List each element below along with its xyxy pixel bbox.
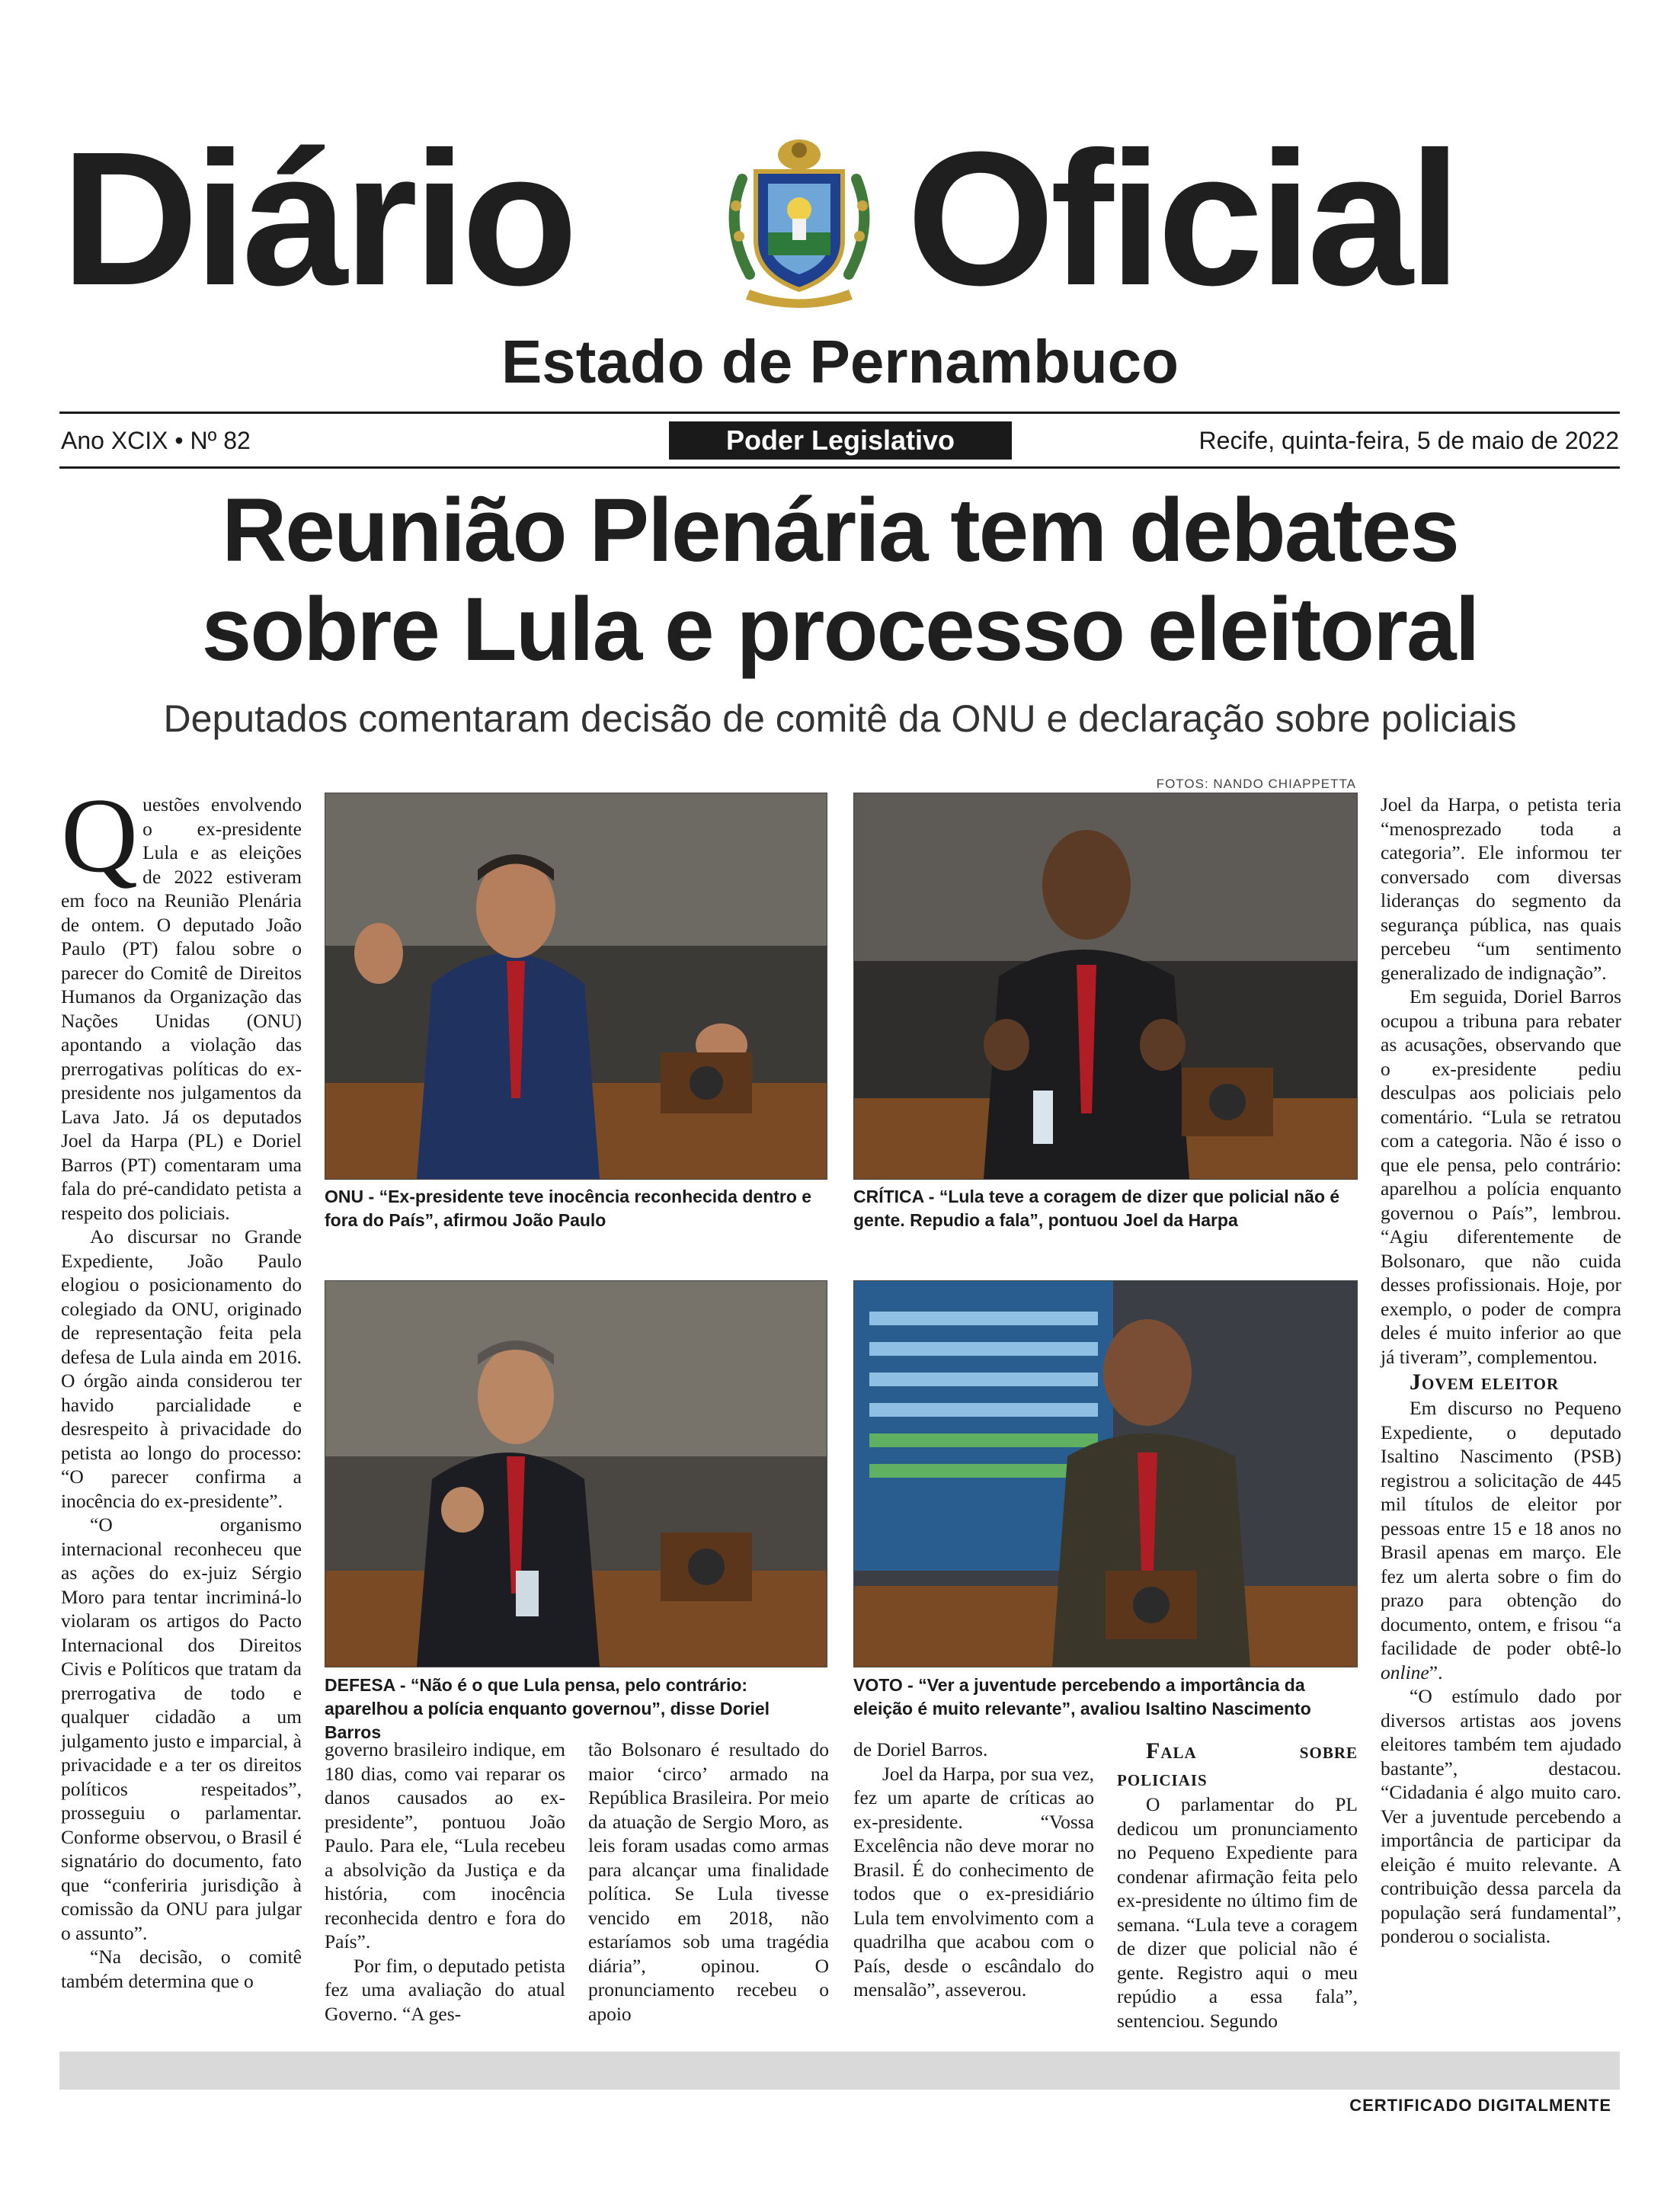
edition-number: Ano XCIX • Nº 82	[61, 427, 251, 454]
paragraph: Por fim, o deputado petista fez uma avaliação do atual Governo. “A ges-	[325, 1954, 565, 2025]
photo-joel-da-harpa	[853, 793, 1358, 1180]
caption-text: “Lula teve a coragem de dizer que policial não é gente. Repudio a fala”, pontuou Joel da Harpa	[853, 1187, 1340, 1230]
article-column-2	[325, 1738, 565, 2026]
header-rule-top	[59, 412, 1620, 414]
photo-caption-critica	[853, 1185, 1358, 1232]
caption-text: “Ex-presidente teve inocência reconhecida dentro e fora do País”, afirmou João Paulo	[325, 1187, 812, 1230]
photo-caption-defesa	[325, 1674, 827, 1744]
paragraph: de Doriel Barros.	[853, 1738, 988, 1760]
masthead-title-diario: Diário	[61, 112, 574, 325]
paragraph	[61, 777, 302, 1225]
digital-certification-label: CERTIFICADO DIGITALMENTE	[1349, 2096, 1611, 2115]
article-column-1	[61, 777, 302, 1993]
masthead-state: Estado de Pernambuco	[501, 328, 1179, 396]
paragraph: O parlamentar do PL dedicou um pronunciamento no Pequeno Expediente para condenar afirmação feita pelo ex-presidente no último fim de semana. “Lula teve a coragem de dizer que policial não é gente. Registro aqui o meu repúdio a essa fala”, sentenciou. Segundo	[1117, 1793, 1358, 2032]
masthead-title-oficial: Oficial	[907, 112, 1458, 325]
paragraph: governo brasileiro indique, em 180 dias, como vai reparar os danos causados ao ex-presidente”, pontuou João Paulo. Para ele, “Lula recebeu a absolvição da Justiça e da história, com inocência reconhecida dentro e fora do País”.	[325, 1738, 565, 1952]
caption-tag: VOTO -	[853, 1675, 919, 1695]
article-column-5	[1117, 1738, 1358, 2032]
paragraph: “O organismo internacional reconheceu que as ações do ex-juiz Sérgio Moro para tentar incriminá-lo violaram os artigos do Pacto Internacional dos Direitos Civis e Políticos que tratam da prerrogativa de todo e qualquer cidadão a um julgamento justo e imparcial, à privacidade e a ter os direitos políticos respeitados”, prosseguiu o parlamentar. Conforme observou, o Brasil é signatário do documento, fato que “conferiria jurisdição à comissão da ONU para julgar o assunto”.	[61, 1514, 302, 1944]
paragraph: Joel da Harpa, por sua vez, fez um aparte de críticas ao ex-presidente. “Vossa Excelência não deve morar no Brasil. É do conhecimento de todos que o ex-presidiário Lula tem envolvimento com a quadrilha que acabou com o País, desde o escândalo do mensalão”, asseverou.	[853, 1762, 1094, 2000]
subhead-jovem-eleitor: Jovem eleitor	[1410, 1369, 1560, 1395]
headline-line-2: sobre Lula e processo eleitoral	[201, 579, 1479, 680]
paragraph-text: uestões envolvendo o ex-presidente Lula e as eleições de 2022 estiveram em foco na Reunião Plenária de ontem. O deputado João Paulo (PT) falou sobre o parecer do Comitê de Direitos Humanos da Organização das Nações Unidas (ONU) apontando a violação das prerrogativas políticas do ex-presidente nos julgamentos da Lava Jato. Já os deputados Joel da Harpa (PL) e Doriel Barros (PT) comentaram uma fala do pré-candidato petista a respeito dos policiais.	[61, 793, 302, 1224]
paragraph-emphasis: online	[1381, 1661, 1429, 1683]
paragraph: Ao discursar no Grande Expediente, João Paulo elogiou o posicionamento do colegiado da ONU, originado de representação feita pela defesa de Lula ainda em 2016. O órgão ainda considerou ter havido parcialidade e desrespeito à privacidade do petista ao longo do processo: “O parecer confirma a inocência do ex-presidente”.	[61, 1225, 302, 1512]
photo-isaltino-nascimento	[853, 1280, 1358, 1667]
subhead-fala-sobre-policiais: Fala sobre policiais	[1117, 1738, 1358, 1791]
header-rule-bottom	[59, 466, 1620, 469]
dateline: Recife, quinta-feira, 5 de maio de 2022	[1198, 427, 1619, 454]
article-column-6	[1381, 793, 1621, 1949]
paragraph: tão Bolsonaro é resultado do maior ‘circo’ armado na República Brasileira. Por meio da atuação de Sergio Moro, as leis foram usadas como armas para alcançar uma finalidade política. Se Lula tivesse vencido em 2018, não estaríamos sob uma tragédia diária”, opinou. O pronunciamento recebeu o apoio	[588, 1738, 829, 2025]
caption-text: “Não é o que Lula pensa, pelo contrário: aparelhou a polícia enquanto governou”, disse Doriel Barros	[325, 1675, 770, 1742]
paragraph-text: Em discurso no Pequeno Expediente, o deputado Isaltino Nascimento (PSB) registrou a solicitação de 445 mil títulos de eleitor por pessoas entre 15 e 18 anos no Brasil apenas em março. Ele fez um alerta sobre o fim do prazo para obtenção do documento, ontem, e frisou “a facilidade de poder obtê-lo	[1381, 1397, 1621, 1659]
photo-caption-voto	[853, 1674, 1358, 1721]
caption-text: “Ver a juventude percebendo a importância da eleição é muito relevante”, avaliou Isaltino Nascimento	[853, 1675, 1311, 1719]
section-badge: Poder Legislativo	[669, 421, 1012, 460]
pernambuco-coat-of-arms	[719, 133, 879, 309]
footer-bar	[59, 2052, 1620, 2090]
article-column-4	[853, 1738, 1094, 2002]
photo-credit: FOTOS: NANDO CHIAPPETTA	[1156, 777, 1356, 791]
drop-cap: Q	[61, 777, 139, 895]
paragraph	[1381, 1396, 1621, 1684]
photo-joao-paulo	[325, 793, 827, 1180]
photo-caption-onu	[325, 1185, 827, 1232]
paragraph: Em seguida, Doriel Barros ocupou a tribuna para rebater as acusações, observando que o ex-presidente pediu desculpas aos policiais pelo comentário. “Lula se retratou com a categoria. Não é isso o que ele pensa, pelo contrário: aparelhou a polícia enquanto governou o País”, lembrou. “Agiu diferentemente de Bolsonaro, que não cuida desses profissionais. Hoje, por exemplo, o poder de compra deles é muito inferior ao que já tiveram”, complementou.	[1381, 985, 1621, 1368]
photo-doriel-barros	[325, 1280, 827, 1667]
paragraph: “O estímulo dado por diversos artistas aos jovens eleitores também tem ajudado bastante”, destacou. “Cidadania é algo muito caro. Ver a juventude percebendo a importância de participar da eleição é muito relevante. A contribuição dessa parcela da população será fundamental”, ponderou o socialista.	[1381, 1685, 1621, 1947]
article-column-3	[588, 1738, 829, 2026]
paragraph: “Na decisão, o comitê também determina que o	[61, 1946, 302, 1992]
headline-line-1: Reunião Plenária tem debates	[222, 480, 1458, 581]
caption-tag: CRÍTICA -	[853, 1187, 939, 1206]
article-deck: Deputados comentaram decisão de comitê da ONU e declaração sobre policiais	[163, 697, 1517, 740]
paragraph: Joel da Harpa, o petista teria “menosprezado toda a categoria”. Ele informou ter conversado com diversas lideranças do segmento da segurança pública, nas quais percebeu “um sentimento generalizado de indignação”.	[1381, 793, 1621, 984]
caption-tag: DEFESA -	[325, 1675, 411, 1695]
caption-tag: ONU -	[325, 1187, 379, 1206]
paragraph-text: ”.	[1429, 1661, 1443, 1683]
